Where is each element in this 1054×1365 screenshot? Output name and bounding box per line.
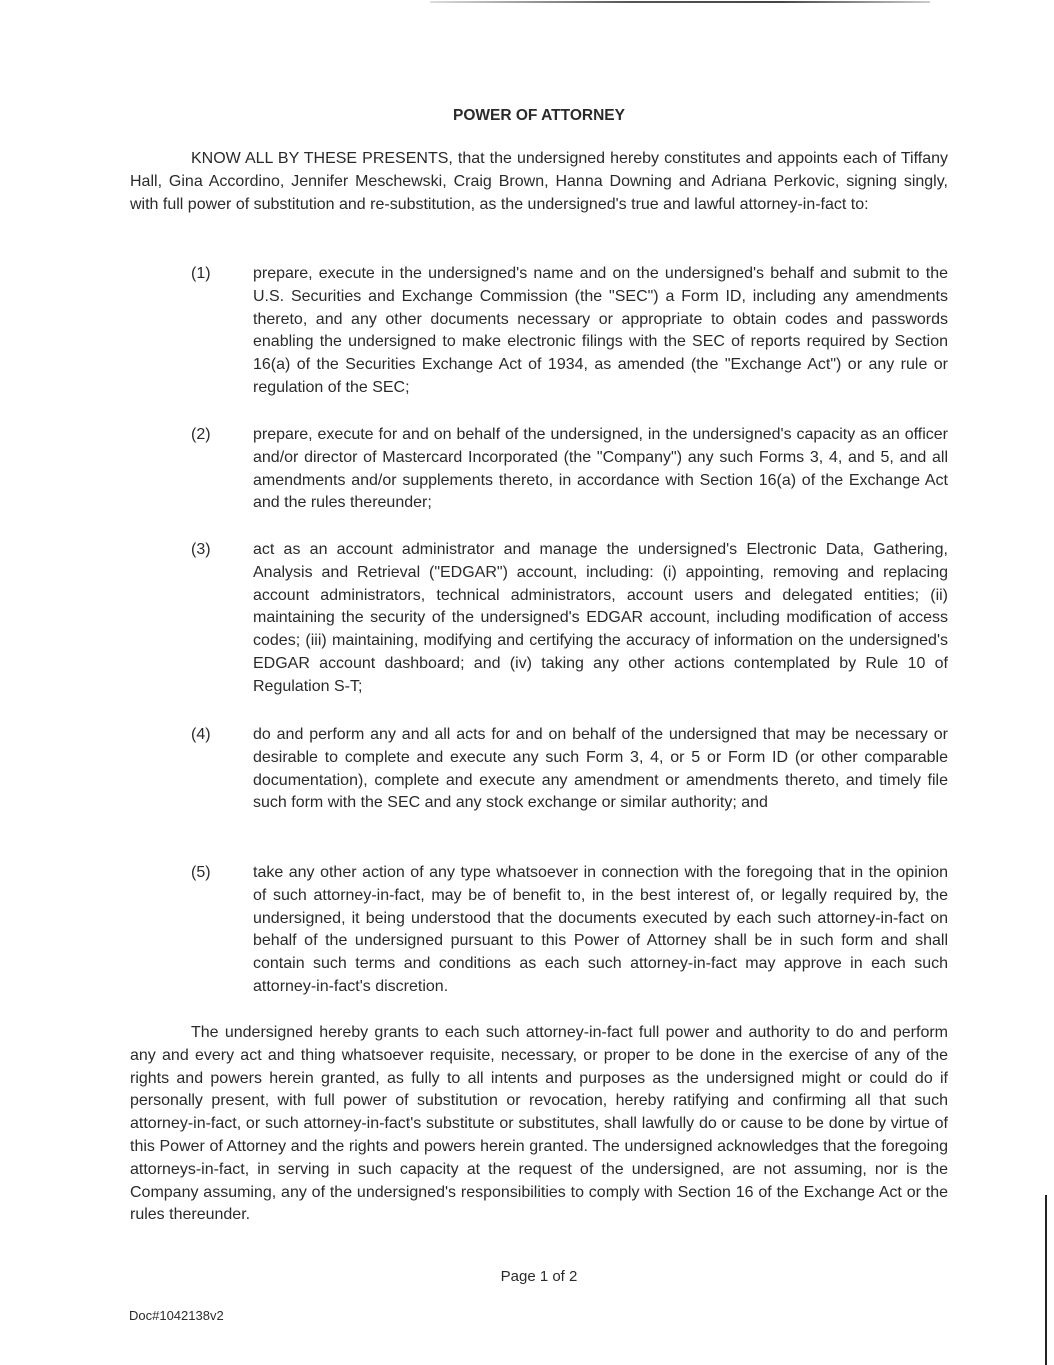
item-text: prepare, execute in the undersigned's name and on the undersigned's behalf and submit to the U.S. Securities and Exchange Commission (the "SEC") a Form ID, including any amendments thereto, and any other documents necessary or appropriate to obtain codes and passwords enabling the undersigned to make electronic filings with the SEC of reports required by Section 16(a) of the Securities Exchange Act of 1934, as amended (the "Exchange Act") or any rule or regulation of the SEC;: [253, 265, 948, 396]
item-number: (1): [191, 265, 211, 282]
closing-paragraph: The undersigned hereby grants to each such attorney-in-fact full power and authority to do and perform any and every act and thing whatsoever requisite, necessary, or proper to be done in the exercise of any of the rights and powers herein granted, as fully to all intents and purposes as the undersigned might or could do if personally present, with full power of substitution or revocation, hereby ratifying and confirming all that such attorney-in-fact, or such attorney-in-fact's substitute or substitutes, shall lawfully do or cause to be done by virtue of this Power of Attorney and the rights and powers herein granted. The undersigned acknowledges that the foregoing attorneys-in-fact, in serving in such capacity at the request of the undersigned, are not assuming, nor is the Company assuming, any of the undersigned's responsibilities to comply with Section 16 of the Exchange Act or the rules thereunder.: [130, 1024, 948, 1224]
item-number: (3): [191, 541, 211, 558]
item-number: (4): [191, 726, 211, 743]
list-item: [130, 862, 948, 999]
list-item: [130, 539, 948, 699]
item-text: take any other action of any type whatsoever in connection with the foregoing that in the opinion of such attorney-in-fact, may be of benefit to, in the best interest of, or legally required by, the undersigned, it being understood that the documents executed by each such attorney-in-fact on behalf of the undersigned pursuant to this Power of Attorney shall be in such form and shall contain such terms and conditions as each such attorney-in-fact may approve in each such attorney-in-fact's discretion.: [253, 864, 948, 995]
item-text: act as an account administrator and manage the undersigned's Electronic Data, Gathering, Analysis and Retrieval ("EDGAR") account, including: (i) appointing, removing and replacing account administrators, technical administrators, account users and delegated entities; (ii) maintaining the security of the undersigned's EDGAR account, including modification of access codes; (iii) maintaining, modifying and certifying the accuracy of information on the undersigned's EDGAR account dashboard; and (iv) taking any other actions contemplated by Rule 10 of Regulation S-T;: [253, 541, 948, 695]
intro-paragraph: KNOW ALL BY THESE PRESENTS, that the undersigned hereby constitutes and appoints each of Tiffany Hall, Gina Accordino, Jennifer Meschewski, Craig Brown, Hanna Downing and Adriana Perkovic, signing singly, with full power of substitution and re-substitution, as the undersigned's true and lawful attorney-in-fact to:: [130, 150, 948, 213]
list-item: [130, 263, 948, 400]
page-number: Page 1 of 2: [500, 1268, 578, 1285]
item-number: (5): [191, 864, 211, 881]
item-text: prepare, execute for and on behalf of the undersigned, in the undersigned's capacity as an officer and/or director of Mastercard Incorporated (the "Company") any such Forms 3, 4, and 5, and all amendments and/or supplements thereto, in accordance with Section 16(a) of the Exchange Act and the rules thereunder;: [253, 426, 948, 512]
scan-edge-line: [430, 1, 930, 3]
item-number: (2): [191, 426, 211, 443]
document-title: POWER OF ATTORNEY: [453, 107, 625, 124]
list-item: [130, 724, 948, 815]
document-id: Doc#1042138v2: [129, 1308, 224, 1323]
item-text: do and perform any and all acts for and on behalf of the undersigned that may be necessary or desirable to complete and execute any such Form 3, 4, or 5 or Form ID (or other comparable documentation), complete and execute any amendment or amendments thereto, and timely file such form with the SEC and any stock exchange or similar authority; and: [253, 726, 948, 812]
list-item: [130, 424, 948, 515]
